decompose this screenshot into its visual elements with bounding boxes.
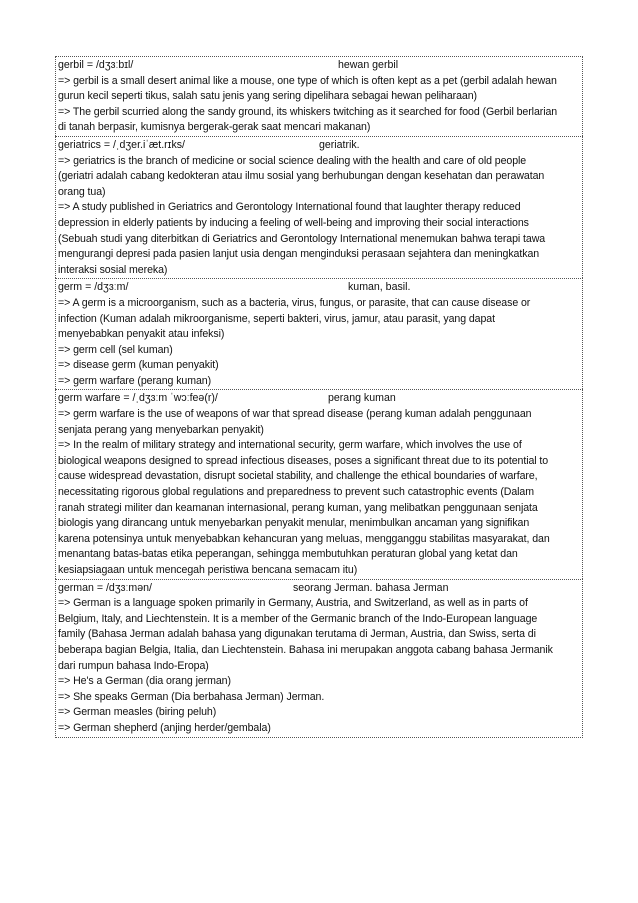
entry-line: => German is a language spoken primarily in Germany, Austria, and Switzerland, as well as in parts of — [58, 597, 528, 610]
entry-line: => German measles (biring peluh) — [58, 706, 217, 719]
entry-line: interaksi sosial mereka) — [58, 263, 168, 276]
entry-line: => He's a German (dia orang jerman) — [58, 675, 231, 688]
entry-line: biologis yang dirancang untuk menyebarkan penyakit menular, menimbulkan ancaman yang signifikan — [58, 517, 530, 530]
headword: germ warfare = /ˌdʒɜːm ˈwɔːfeə(r)/ — [58, 392, 218, 405]
translation: kuman, basil. — [348, 281, 411, 294]
entry-line: menantang batas-batas etika peperangan, sehingga membutuhkan peraturan global yang ketat dan — [58, 548, 518, 561]
entry-line: cause widespread devastation, disrupt societal stability, and challenge the ethical boundaries of warfare, — [58, 470, 538, 483]
entry-gerbil — [55, 56, 583, 136]
entry-line: => disease germ (kuman penyakit) — [58, 359, 219, 372]
entry-line: => In the realm of military strategy and international security, germ warfare, which involves the use of — [58, 439, 522, 452]
entry-line: (Sebuah studi yang diterbitkan di Geriatrics and Gerontology International menemukan bahwa terapi tawa — [58, 232, 546, 245]
headword: german = /dʒɜːmən/ — [58, 581, 152, 594]
entry-line: karena potensinya untuk menyebabkan kehancuran yang meluas, mengganggu stabilitas masyarakat, dan — [58, 532, 550, 545]
entry-header — [58, 581, 580, 597]
entry-header — [58, 280, 580, 296]
translation: hewan gerbil — [338, 59, 399, 71]
entry-line: infection (Kuman adalah mikroorganisme, seperti bakteri, virus, jamur, atau parasit, yang dapat — [58, 312, 495, 325]
headword: germ = /dʒɜːm/ — [58, 281, 129, 294]
entry-line: => germ warfare (perang kuman) — [58, 374, 212, 387]
translation: perang kuman — [328, 392, 396, 405]
entry-line: mengurangi depresi pada pasien lanjut usia dengan menginduksi perasaan sejahtera dan meningkatkan — [58, 248, 540, 261]
headword: gerbil = /dʒɜːbɪl/ — [58, 59, 134, 71]
entry-line: biological weapons designed to spread infectious diseases, poses a significant threat due to its potential to — [58, 454, 549, 467]
entry-germ — [55, 278, 583, 389]
entry-line: => A germ is a microorganism, such as a bacteria, virus, fungus, or parasite, that can cause disease or — [58, 296, 531, 309]
entry-geriatrics — [55, 136, 583, 278]
entry-line: depression in elderly patients by inducing a feeling of well-being and improving their social interactions — [58, 216, 529, 229]
translation: seorang Jerman. bahasa Jerman — [293, 581, 449, 594]
entry-line: senjata perang yang menyebarkan penyakit) — [58, 423, 264, 436]
entry-line: beberapa bagian Belgia, Italia, dan Liechtenstein. Bahasa ini merupakan anggota cabang bahasa Jermanik — [58, 643, 553, 656]
entry-line: => gerbil is a small desert animal like a mouse, one type of which is often kept as a pet (gerbil adalah hewan — [58, 74, 557, 87]
translation: geriatrik. — [319, 138, 360, 151]
entry-line: menyebabkan penyakit atau infeksi) — [58, 328, 225, 341]
entry-line: gurun kecil seperti tikus, salah satu jenis yang sering dipelihara sebagai hewan peliharaan) — [58, 90, 478, 103]
entry-germ-warfare — [55, 389, 583, 578]
entry-header — [58, 391, 580, 407]
entry-line: => geriatrics is the branch of medicine or social science dealing with the health and care of old people — [58, 154, 527, 167]
entry-line: => germ warfare is the use of weapons of war that spread disease (perang kuman adalah penggunaan — [58, 408, 532, 421]
headword: geriatrics = /ˌdʒer.iˈæt.rɪks/ — [58, 138, 185, 151]
entry-line: ranah strategi militer dan keamanan internasional, perang kuman, yang melibatkan penggunaan senjata — [58, 501, 538, 514]
entry-line: orang tua) — [58, 185, 106, 198]
entry-line: => A study published in Geriatrics and Gerontology International found that laughter therapy reduced — [58, 201, 521, 214]
entry-line: => German shepherd (anjing herder/gembala) — [58, 721, 271, 734]
entry-line: dari rumpun bahasa Indo-Eropa) — [58, 659, 209, 672]
entry-line: (geriatri adalah cabang kedokteran atau ilmu sosial yang berhubungan dengan kesehatan dan perawatan — [58, 170, 545, 183]
entry-line: kesiapsiagaan untuk mencegah peristiwa bencana semacam itu) — [58, 564, 358, 576]
entry-header — [58, 58, 580, 74]
entry-header — [58, 138, 580, 154]
entry-line: necessitating rigorous global regulations and preparedness to prevent such catastrophic events (Dalam — [58, 486, 534, 499]
entry-line: => germ cell (sel kuman) — [58, 343, 173, 356]
entry-line: family (Bahasa Jerman adalah bahasa yang digunakan terutama di Jerman, Austria, dan Swiss, serta di — [58, 628, 536, 641]
entry-line: => The gerbil scurried along the sandy ground, its whiskers twitching as it searched for food (Gerbil berlarian — [58, 105, 558, 118]
entry-german — [55, 579, 583, 738]
dictionary-table — [55, 56, 583, 738]
entry-line: Belgium, Italy, and Liechtenstein. It is a member of the Germanic branch of the Indo-European language — [58, 612, 538, 625]
entry-line: di tanah berpasir, kumisnya bergerak-gerak saat mencari makanan) — [58, 121, 371, 134]
entry-line: => She speaks German (Dia berbahasa Jerman) Jerman. — [58, 690, 325, 703]
